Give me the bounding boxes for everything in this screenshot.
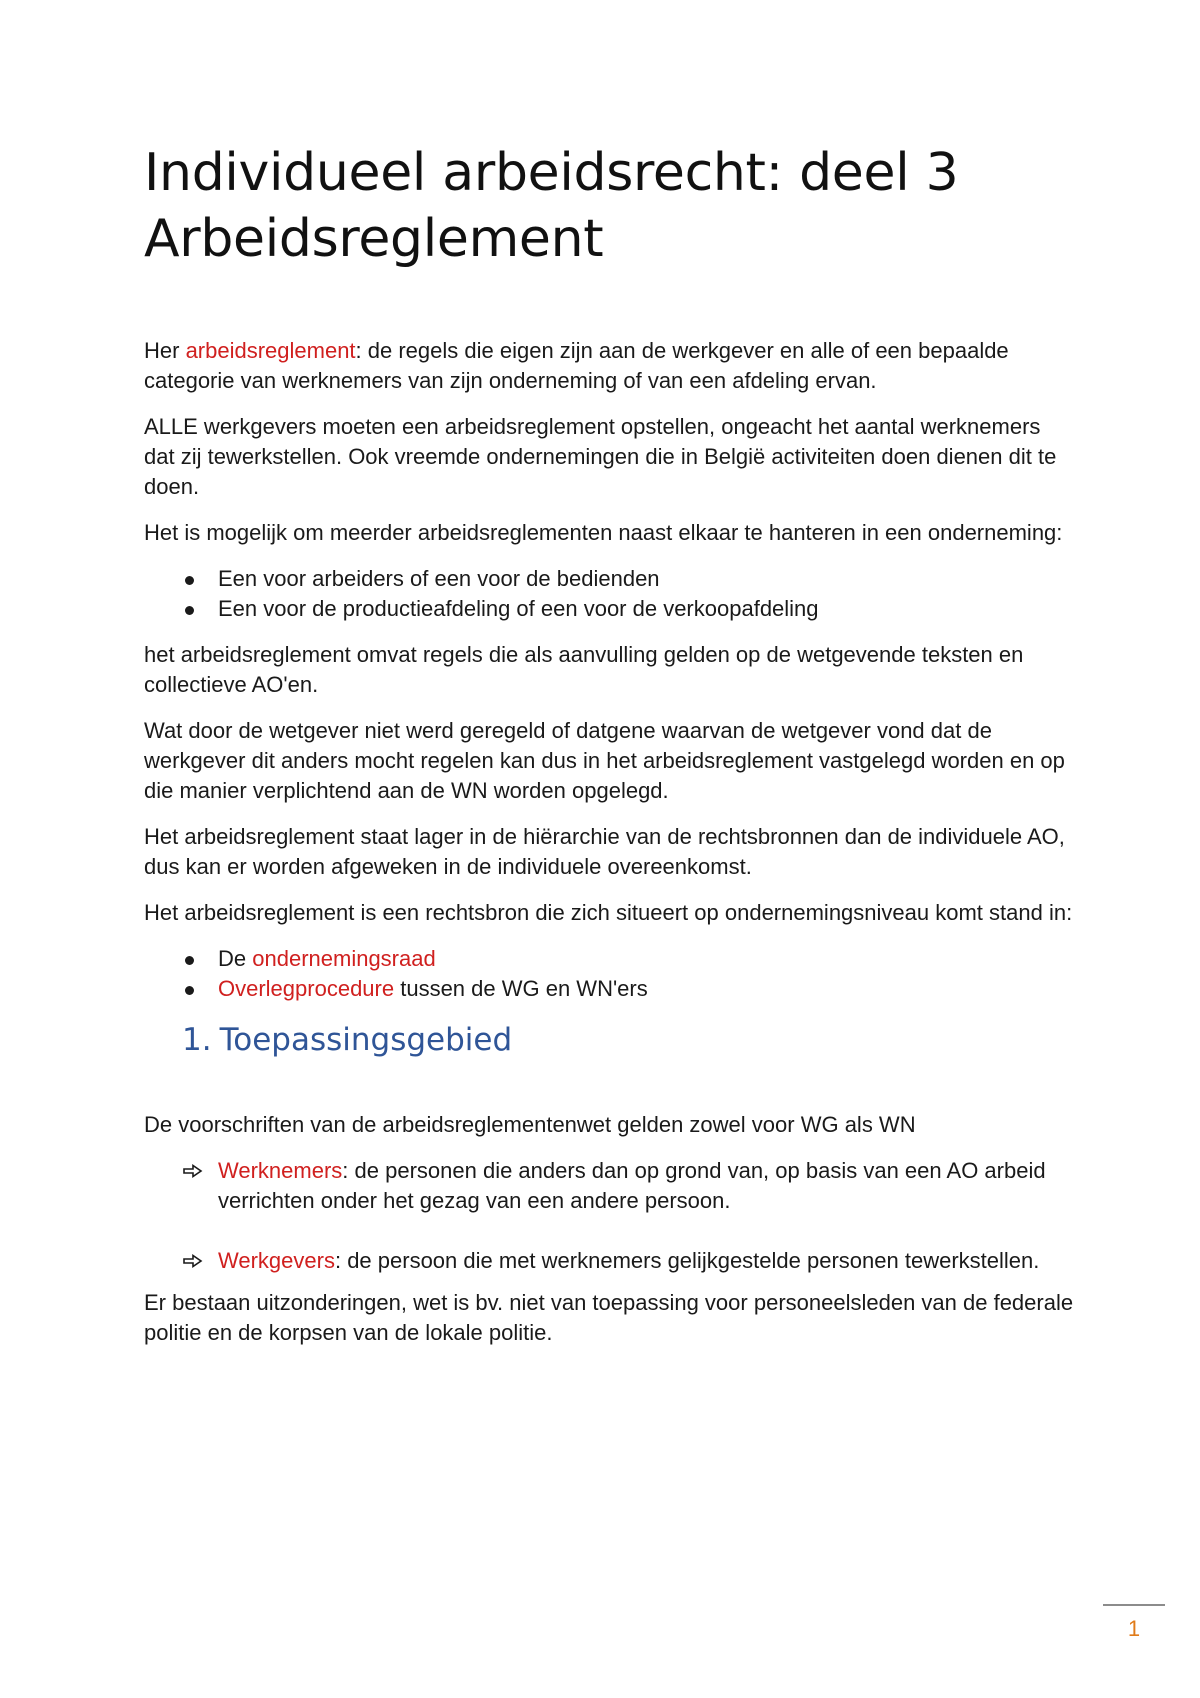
list-item-text: : de persoon die met werknemers gelijkgestelde personen tewerkstellen. <box>334 1248 1040 1273</box>
title-line-2: Arbeidsreglement <box>144 209 604 269</box>
section-title: Toepassingsgebied <box>219 1022 513 1058</box>
footer-divider <box>1103 1604 1165 1606</box>
definition-text: : de regels die eigen zijn aan de werkgever en alle of een bepaalde categorie van werknemers van zijn onderneming of van een afdeling ervan. <box>144 338 1009 393</box>
paragraph-all-employers: ALLE werkgevers moeten een arbeidsreglement opstellen, ongeacht het aantal werknemers dat zij tewerkstellen. Ook vreemde ondernemingen die in België activiteiten doen dienen dit te doen. <box>144 414 1057 499</box>
bullet-dot-icon <box>185 956 194 965</box>
bullet-dot-icon <box>185 986 194 995</box>
bullet-dot-icon <box>185 606 194 615</box>
arrow-right-outline-icon <box>182 1254 204 1268</box>
paragraph-legal-source: Het arbeidsreglement is een rechtsbron die zich situeert op ondernemingsniveau komt stand in: <box>144 900 1073 925</box>
section-heading-toepassingsgebied <box>182 1020 1074 1060</box>
page-number: 1 <box>1127 1616 1141 1641</box>
arrow-list-definitions <box>144 1156 1074 1276</box>
list-item <box>144 1156 1074 1216</box>
list-item-suffix: tussen de WG en WN'ers <box>394 976 648 1001</box>
list-item <box>144 594 1074 624</box>
list-item <box>144 944 1074 974</box>
list-item-text: Een voor arbeiders of een voor de bedienden <box>218 566 660 591</box>
paragraph-supplementary-rules: het arbeidsreglement omvat regels die als aanvulling gelden op de wetgevende teksten en collectieve AO'en. <box>144 642 1024 697</box>
document-content <box>144 140 1074 1364</box>
paragraph-multiple-regulations: Het is mogelijk om meerder arbeidsreglementen naast elkaar te hanteren in een onderneming: <box>144 520 1063 545</box>
list-item-term: Overlegprocedure <box>218 976 395 1001</box>
paragraph-scope: De voorschriften van de arbeidsreglementenwet gelden zowel voor WG als WN <box>144 1112 916 1137</box>
definition-prefix: Her <box>144 338 186 363</box>
list-item <box>144 564 1074 594</box>
list-item-prefix: De <box>218 946 253 971</box>
list-item <box>144 1246 1074 1276</box>
arrow-right-outline-icon <box>182 1164 204 1178</box>
section-number: 1. <box>182 1022 212 1058</box>
document-title <box>144 140 1074 272</box>
list-item-term: ondernemingsraad <box>252 946 436 971</box>
paragraph-legislator: Wat door de wetgever niet werd geregeld of datgene waarvan de wetgever vond dat de werkgever dit anders mocht regelen kan dus in het arbeidsreglement vastgelegd worden en op die manier verplichtend aan de WN worden opgelegd. <box>144 718 1065 803</box>
bullet-dot-icon <box>185 576 194 585</box>
definition-paragraph <box>144 336 1074 396</box>
bullet-list-establishment <box>144 944 1074 1004</box>
list-item-text: Een voor de productieafdeling of een voor de verkoopafdeling <box>218 596 819 621</box>
page-footer <box>1103 1604 1165 1642</box>
paragraph-exceptions: Er bestaan uitzonderingen, wet is bv. niet van toepassing voor personeelsleden van de federale politie en de korpsen van de lokale politie. <box>144 1290 1074 1345</box>
list-item-term: Werknemers <box>218 1158 343 1183</box>
definition-term: arbeidsreglement <box>185 338 356 363</box>
list-item <box>144 974 1074 1004</box>
title-line-1: Individueel arbeidsrecht: deel 3 <box>144 143 959 203</box>
bullet-list-regulation-types <box>144 564 1074 624</box>
list-item-text: : de personen die anders dan op grond van, op basis van een AO arbeid verrichten onder het gezag van een andere persoon. <box>218 1158 1046 1213</box>
paragraph-hierarchy: Het arbeidsreglement staat lager in de hiërarchie van de rechtsbronnen dan de individuele AO, dus kan er worden afgeweken in de individuele overeenkomst. <box>144 824 1065 879</box>
list-item-term: Werkgevers <box>218 1248 335 1273</box>
